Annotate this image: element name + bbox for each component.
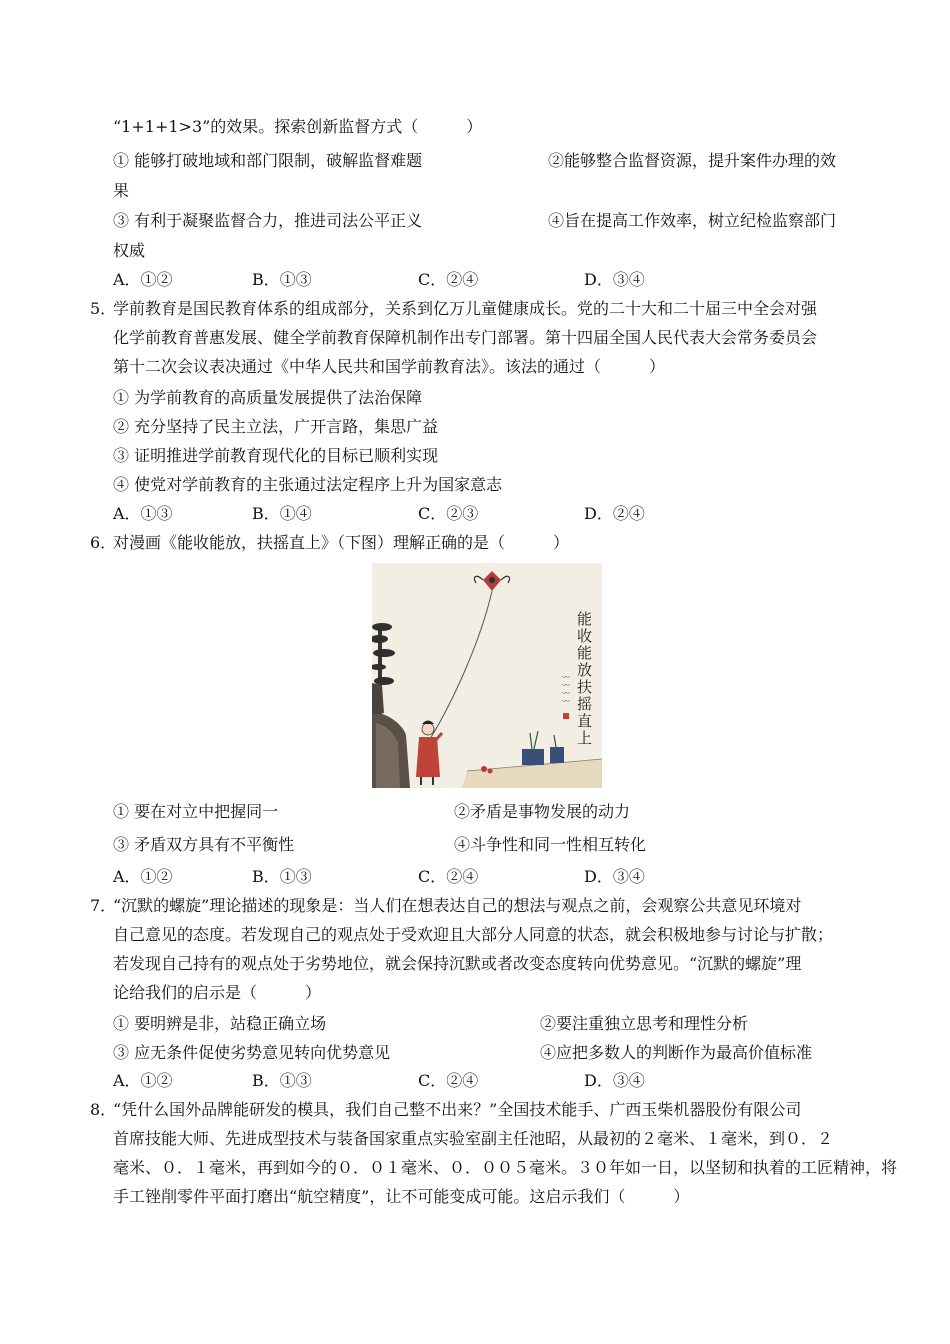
q5-option-4: ④ 使党对学前教育的主张通过法定程序上升为国家意志 [113, 475, 503, 494]
artist-signature: 〰〰〰〰 [561, 673, 571, 705]
q5-option-1: ① 为学前教育的高质量发展提供了法治保障 [113, 388, 423, 407]
q4-option-4-cont: 权威 [113, 241, 146, 260]
q5-choice-a[interactable]: A．①③ [113, 504, 173, 523]
seal-stamp [563, 713, 569, 719]
q4-choice-c[interactable]: C．②④ [418, 270, 479, 289]
q5-stem-line-2: 化学前教育普惠发展、健全学前教育保障机制作出专门部署。第十四届全国人民代表大会常务委员会 [113, 328, 818, 347]
q7-choice-c[interactable]: C．②④ [418, 1071, 479, 1090]
q6-stem: 对漫画《能收能放，扶摇直上》（下图）理解正确的是（ ） [113, 533, 570, 552]
q8-stem-line-3: 毫米、０．１毫米，再到如今的０．０１毫米、０．００５毫米。３０年如一日，以坚韧和执着的工匠精神，将 [113, 1158, 898, 1177]
q4-option-2: ②能够整合监督资源，提升案件办理的效 [548, 151, 837, 170]
q4-option-2-cont: 果 [113, 181, 130, 200]
q7-stem-line-2: 自己意见的态度。若发现自己的观点处于受欢迎且大部分人同意的状态，就会积极地参与讨论与扩散； [113, 925, 834, 944]
q4-option-1: ① 能够打破地域和部门限制，破解监督难题 [113, 151, 423, 170]
q6-option-2: ②矛盾是事物发展的动力 [454, 802, 631, 821]
q6-option-1: ① 要在对立中把握同一 [113, 802, 279, 821]
q5-option-3: ③ 证明推进学前教育现代化的目标已顺利实现 [113, 446, 439, 465]
q7-number: 7． [90, 896, 117, 915]
q5-number: 5． [90, 299, 117, 318]
q4-choice-a[interactable]: A．①② [113, 270, 173, 289]
q4-option-4: ④旨在提高工作效率，树立纪检监察部门 [548, 211, 837, 230]
q5-choice-d[interactable]: D．②④ [584, 504, 645, 523]
q6-choice-a[interactable]: A．①② [113, 867, 173, 886]
q7-option-3: ③ 应无条件促使劣势意见转向优势意见 [113, 1043, 391, 1062]
q4-choice-d[interactable]: D．③④ [584, 270, 645, 289]
q5-option-2: ② 充分坚持了民主立法，广开言路，集思广益 [113, 417, 439, 436]
q7-stem-line-4: 论给我们的启示是（ ） [113, 983, 322, 1002]
q5-choice-c[interactable]: C．②③ [418, 504, 479, 523]
cartoon-caption: 能收能放扶摇直上 [575, 611, 593, 747]
q7-stem-line-3: 若发现自己持有的观点处于劣势地位，就会保持沉默或者改变态度转向优势意见。“沉默的螺旋”理 [113, 954, 802, 973]
q6-option-4: ④斗争性和同一性相互转化 [454, 835, 647, 854]
q6-option-3: ③ 矛盾双方具有不平衡性 [113, 835, 295, 854]
q7-choice-a[interactable]: A．①② [113, 1071, 173, 1090]
q5-stem-line-3: 第十二次会议表决通过《中华人民共和国学前教育法》。该法的通过（ ） [113, 357, 666, 376]
q6-choice-d[interactable]: D．③④ [584, 867, 645, 886]
q7-option-1: ① 要明辨是非，站稳正确立场 [113, 1014, 327, 1033]
q7-option-4: ④应把多数人的判断作为最高价值标准 [540, 1043, 813, 1062]
q4-option-3: ③ 有利于凝聚监督合力，推进司法公平正义 [113, 211, 423, 230]
q7-stem-line-1: “沉默的螺旋”理论描述的现象是：当人们在想表达自己的想法与观点之前，会观察公共意见环境对 [113, 896, 802, 915]
q5-stem-line-1: 学前教育是国民教育体系的组成部分，关系到亿万儿童健康成长。党的二十大和二十届三中全会对强 [113, 299, 818, 318]
q7-option-2: ②要注重独立思考和理性分析 [540, 1014, 749, 1033]
q4-stem-tail: “1+1+1>3”的效果。探索创新监督方式（ ） [113, 117, 483, 136]
q7-choice-b[interactable]: B．①③ [252, 1071, 312, 1090]
q8-stem-line-1: “凭什么国外品牌能研发的模具，我们自己整不出来？”全国技术能手、广西玉柴机器股份有限公司 [113, 1100, 802, 1119]
q6-choice-c[interactable]: C．②④ [418, 867, 479, 886]
kite-cartoon-image [372, 563, 602, 788]
q8-stem-line-4: 手工锉削零件平面打磨出“航空精度”，让不可能变成可能。这启示我们（ ） [113, 1187, 690, 1206]
q8-number: 8． [90, 1100, 117, 1119]
q4-choice-b[interactable]: B．①③ [252, 270, 312, 289]
q5-choice-b[interactable]: B．①④ [252, 504, 312, 523]
q7-choice-d[interactable]: D．③④ [584, 1071, 645, 1090]
q8-stem-line-2: 首席技能大师、先进成型技术与装备国家重点实验室副主任池昭，从最初的２毫米、１毫米，到０．２ [113, 1129, 834, 1148]
q6-choice-b[interactable]: B．①③ [252, 867, 312, 886]
q6-number: 6． [90, 533, 117, 552]
